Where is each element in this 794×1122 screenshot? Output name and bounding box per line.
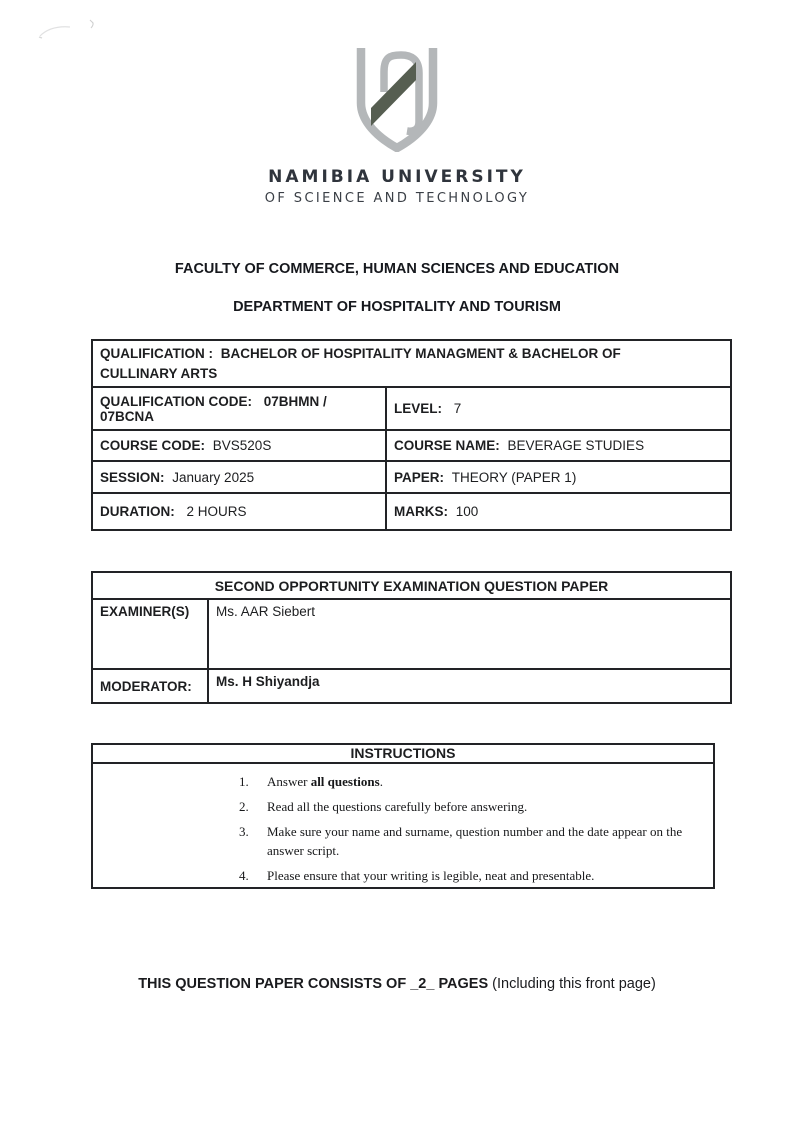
session-row xyxy=(92,461,731,493)
moderator-row xyxy=(92,669,731,703)
marks-value: 100 xyxy=(455,504,479,519)
examiner-label: EXAMINER(S) xyxy=(92,599,208,669)
paper-cell xyxy=(386,461,731,493)
university-tagline: OF SCIENCE AND TECHNOLOGY xyxy=(264,191,530,206)
course-info-table xyxy=(91,339,732,531)
level-label: LEVEL: xyxy=(394,401,443,416)
session-label: SESSION: xyxy=(100,469,165,485)
instruction-number: 4. xyxy=(239,867,249,883)
pen-scribble-mark xyxy=(36,18,108,44)
session-value: January 2025 xyxy=(172,469,255,485)
qualification-value: BACHELOR OF HOSPITALITY MANAGMENT & BACHELOR OF CULLINARY ARTS xyxy=(100,345,621,381)
university-logo-block xyxy=(0,46,794,206)
course-code-row xyxy=(92,430,731,461)
moderator-label: MODERATOR: xyxy=(92,669,208,703)
duration-cell xyxy=(92,493,386,530)
exam-title-row xyxy=(92,572,731,599)
instructions-title: INSTRUCTIONS xyxy=(93,745,713,764)
instruction-item xyxy=(239,867,701,885)
instructions-box xyxy=(91,743,715,889)
duration-label: DURATION: xyxy=(100,504,175,519)
marks-cell xyxy=(386,493,731,530)
course-name-value: BEVERAGE STUDIES xyxy=(507,438,645,453)
university-wordmark: NAMIBIA UNIVERSITY xyxy=(268,167,526,187)
paper-value: THEORY (PAPER 1) xyxy=(451,469,577,485)
qualification-row xyxy=(92,340,731,387)
moderator-value: Ms. H Shiyandja xyxy=(208,669,731,703)
paper-label: PAPER: xyxy=(394,469,445,485)
duration-row xyxy=(92,493,731,530)
qualification-label: QUALIFICATION : xyxy=(100,345,213,361)
course-code-label: COURSE CODE: xyxy=(100,438,206,453)
level-cell xyxy=(386,387,731,430)
level-value: 7 xyxy=(453,401,462,416)
instruction-text-part: Answer xyxy=(267,774,311,789)
instruction-item xyxy=(239,823,701,859)
marks-label: MARKS: xyxy=(394,504,448,519)
instruction-number: 3. xyxy=(239,824,249,840)
qualification-code-value: 07BHMN / 07BCNA xyxy=(100,393,327,424)
examiner-value: Ms. AAR Siebert xyxy=(208,599,731,669)
qualification-code-cell xyxy=(92,387,386,430)
instructions-list xyxy=(93,764,713,885)
course-name-label: COURSE NAME: xyxy=(394,438,500,453)
nust-shield-icon xyxy=(350,46,444,152)
session-cell xyxy=(92,461,386,493)
instruction-text: Make sure your name and surname, question number and the date appear on the answer script. xyxy=(267,824,683,858)
exam-paper-title: SECOND OPPORTUNITY EXAMINATION QUESTION PAPER xyxy=(92,572,731,599)
instruction-number: 1. xyxy=(239,774,249,789)
department-heading: DEPARTMENT OF HOSPITALITY AND TOURISM xyxy=(233,299,561,315)
examination-info-table xyxy=(91,571,732,704)
faculty-heading: FACULTY OF COMMERCE, HUMAN SCIENCES AND EDUCATION xyxy=(174,261,620,277)
qualification-cell xyxy=(92,340,731,387)
instruction-text-bold: all questions xyxy=(310,774,380,789)
instruction-item xyxy=(239,798,701,816)
course-code-cell xyxy=(92,430,386,461)
course-code-value: BVS520S xyxy=(212,438,272,453)
page-count-regular-text: (Including this front page) xyxy=(488,976,656,992)
instruction-text: Read all the questions carefully before answering. xyxy=(267,799,528,815)
course-name-cell xyxy=(386,430,731,461)
instruction-text-part: . xyxy=(379,774,383,789)
instruction-text xyxy=(267,773,701,791)
examiner-row xyxy=(92,599,731,669)
instruction-text: Please ensure that your writing is legible, neat and presentable. xyxy=(267,867,595,883)
page-count-bold-text: THIS QUESTION PAPER CONSISTS OF _2_ PAGES xyxy=(138,976,489,992)
page-count-note xyxy=(0,976,794,992)
qualification-code-label: QUALIFICATION CODE: xyxy=(100,393,252,409)
instruction-number: 2. xyxy=(239,799,249,815)
qualification-code-row xyxy=(92,387,731,430)
instruction-item xyxy=(239,773,701,791)
duration-value: 2 HOURS xyxy=(186,504,247,519)
